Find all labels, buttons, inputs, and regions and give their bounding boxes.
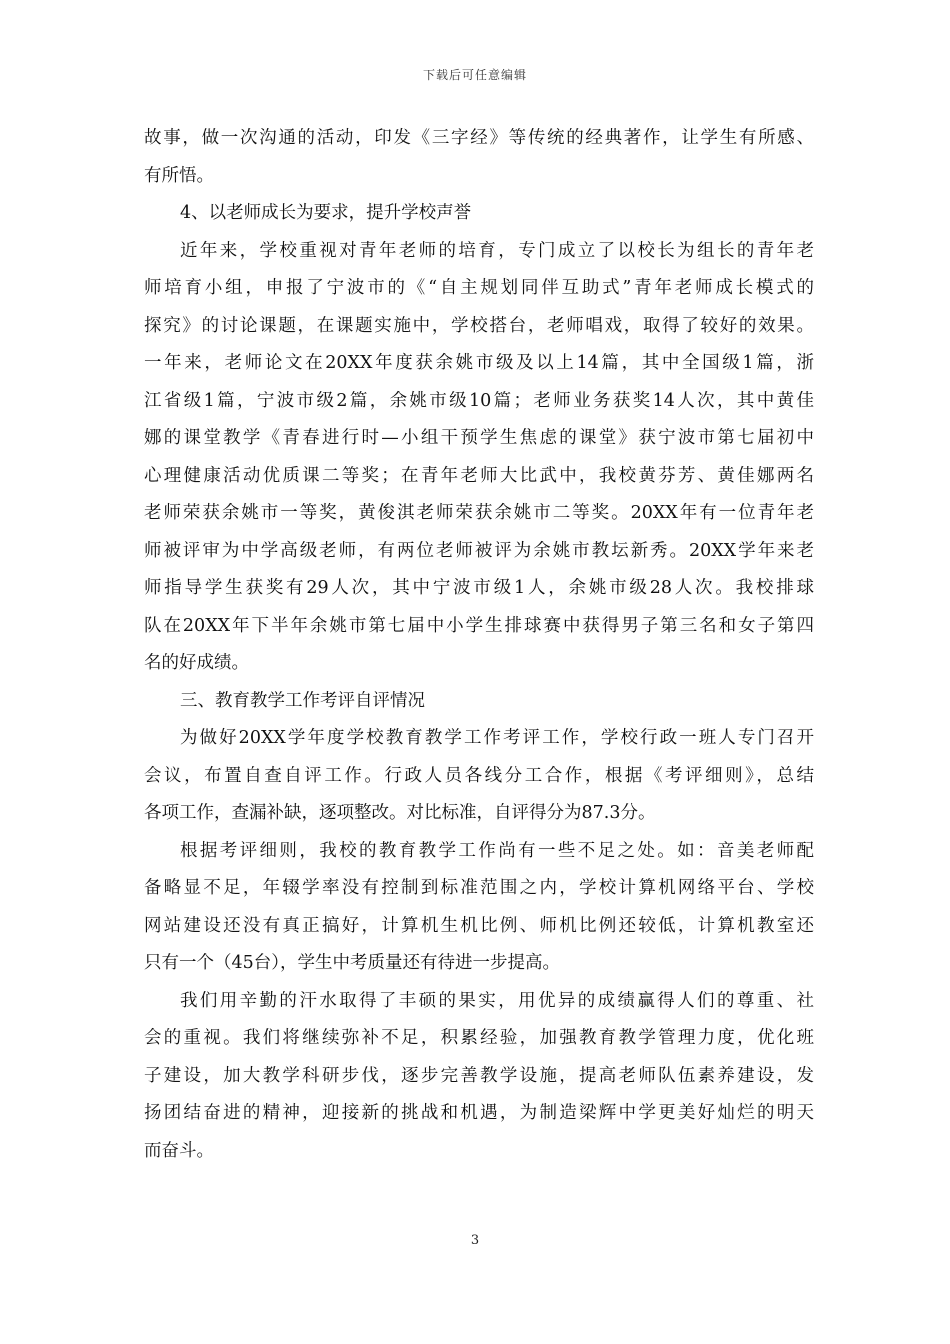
text-line: 一年来，老师论文在20XX年度获余姚市级及以上14篇，其中全国级1篇，浙 [144,353,814,373]
page-number: 3 [470,1233,480,1248]
text-line: 会的重视。我们将继续弥补不足，积累经验，加强教育教学管理力度，优化班 [144,1028,814,1048]
text-line: 备略显不足，年辍学率没有控制到标准范围之内，学校计算机网络平台、学校 [144,878,814,898]
text-line: 为做好20XX学年度学校教育教学工作考评工作，学校行政一班人专门召开 [180,728,814,748]
text-line: 老师荣获余姚市一等奖，黄俊淇老师荣获余姚市二等奖。20XX年有一位青年老 [144,503,814,523]
text-line: 娜的课堂教学《青春进行时—小组干预学生焦虑的课堂》获宁波市第七届初中 [144,428,814,448]
text-line: 会议，布置自查自评工作。行政人员各线分工合作，根据《考评细则》，总结 [144,765,814,786]
text-line: 师培育小组，申报了宁波市的《“自主规划同伴互助式”青年老师成长模式的 [144,278,814,298]
text-line: 故事，做一次沟通的活动，印发《三字经》等传统的经典著作，让学生有所感、 [144,128,814,148]
page-header-note: 下载后可任意编辑 [422,68,527,82]
text-line: 师被评审为中学高级老师，有两位老师被评为余姚市教坛新秀。20XX学年来老 [144,540,814,561]
text-line: 子建设，加大教学科研步伐，逐步完善教学设施，提高老师队伍素养建设，发 [144,1065,814,1086]
section-heading: 4、以老师成长为要求，提升学校声誉 [180,203,472,223]
text-line: 心理健康活动优质课二等奖；在青年老师大比武中，我校黄芬芳、黄佳娜两名 [144,465,814,486]
text-line: 而奋斗。 [144,1140,214,1161]
text-line: 队在20XX年下半年余姚市第七届中小学生排球赛中获得男子第三名和女子第四 [144,615,814,636]
document-body [144,120,814,1170]
text-line: 根据考评细则，我校的教育教学工作尚有一些不足之处。如：音美老师配 [180,840,814,861]
text-line: 各项工作，查漏补缺，逐项整改。对比标准，自评得分为87.3分。 [144,803,656,823]
section-heading: 三、教育教学工作考评自评情况 [180,690,425,711]
text-line: 我们用辛勤的汗水取得了丰硕的果实，用优异的成绩赢得人们的尊重、社 [180,990,814,1011]
text-line: 网站建设还没有真正搞好，计算机生机比例、师机比例还较低，计算机教室还 [144,915,814,936]
text-line: 师指导学生获奖有29人次，其中宁波市级1人，余姚市级28人次。我校排球 [144,578,814,598]
text-line: 只有一个（45台），学生中考质量还有待进一步提高。 [144,953,561,973]
text-line: 近年来，学校重视对青年老师的培育，专门成立了以校长为组长的青年老 [180,240,814,261]
text-line: 有所悟。 [144,165,214,186]
text-line: 江省级1篇，宁波市级2篇，余姚市级10篇；老师业务获奖14人次，其中黄佳 [144,390,814,411]
text-line: 名的好成绩。 [144,653,249,673]
text-line: 扬团结奋进的精神，迎接新的挑战和机遇，为制造梁辉中学更美好灿烂的明天 [144,1103,814,1123]
text-line: 探究》的讨论课题，在课题实施中，学校搭台，老师唱戏，取得了较好的效果。 [144,315,814,336]
